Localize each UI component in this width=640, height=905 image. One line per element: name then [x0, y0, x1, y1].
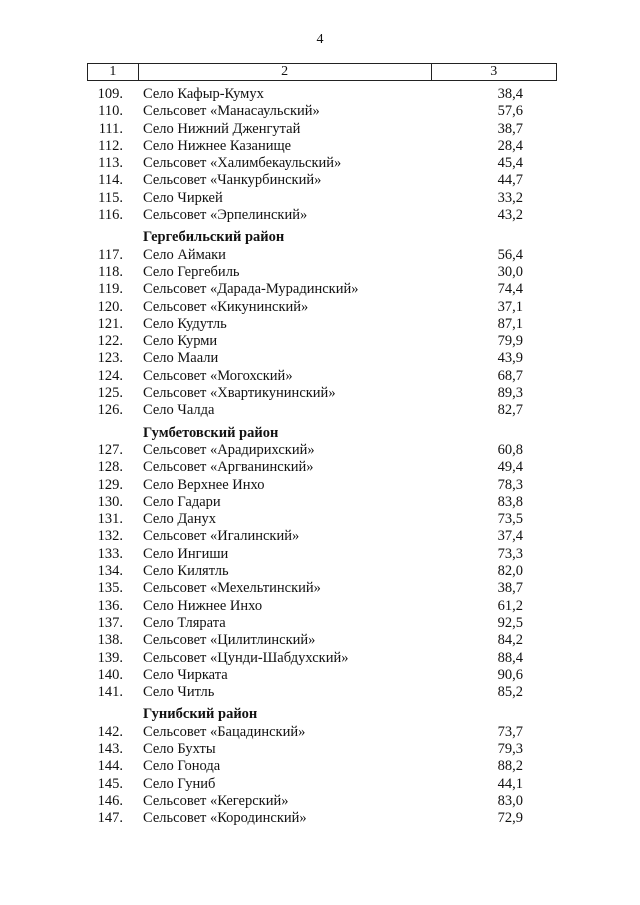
- row-number: 121.: [97, 315, 123, 332]
- table-row: [0, 207, 640, 224]
- settlement-value: 82,0: [497, 563, 523, 580]
- row-number: 126.: [97, 402, 123, 419]
- row-number: 123.: [97, 350, 123, 367]
- settlement-value: 83,0: [497, 792, 523, 809]
- settlement-name: Село Гергебиль: [143, 263, 240, 280]
- row-number: 120.: [97, 298, 123, 315]
- row-number: 124.: [97, 367, 123, 384]
- settlement-name: Село Верхнее Инхо: [143, 476, 265, 493]
- settlement-name: Сельсовет «Арадирихский»: [143, 441, 315, 458]
- district-heading: [0, 706, 640, 723]
- row-number: 110.: [98, 103, 123, 120]
- column-header-2: 2: [138, 64, 431, 81]
- settlement-name: Село Чирката: [143, 666, 228, 683]
- settlement-name: Сельсовет «Дарада-Мурадинский»: [143, 281, 359, 298]
- settlement-name: Село Бухты: [143, 740, 216, 757]
- row-number: 145.: [97, 775, 123, 792]
- settlement-name: Село Ингиши: [143, 545, 229, 562]
- settlement-name: Село Курми: [143, 333, 218, 350]
- settlement-value: 38,4: [497, 86, 523, 102]
- settlement-name: Сельсовет «Мехельтинский»: [143, 580, 321, 597]
- settlement-name: Село Кудутль: [143, 315, 227, 332]
- row-number: 134.: [97, 563, 123, 580]
- row-number: 119.: [98, 281, 123, 298]
- row-number: 127.: [97, 441, 123, 458]
- table-row: [0, 368, 640, 385]
- settlement-name: Сельсовет «Игалинский»: [143, 528, 300, 545]
- table-row: [0, 528, 640, 545]
- district-heading-text: Гумбетовский район: [143, 424, 279, 441]
- settlement-name: Село Кафыр-Кумух: [143, 86, 264, 102]
- table-row: [0, 598, 640, 615]
- settlement-value: 83,8: [497, 493, 523, 510]
- settlement-value: 60,8: [497, 441, 523, 458]
- row-number: 131.: [97, 511, 123, 528]
- settlement-value: 44,1: [497, 775, 523, 792]
- column-header-table: [87, 63, 557, 81]
- column-header-row: [88, 64, 557, 81]
- row-number: 122.: [97, 333, 123, 350]
- table-row: [0, 724, 640, 741]
- table-row: [0, 650, 640, 667]
- column-header-3: 3: [431, 64, 556, 81]
- settlement-value: 73,3: [497, 545, 523, 562]
- table-row: [0, 264, 640, 281]
- district-heading: [0, 425, 640, 442]
- settlement-name: Село Нижнее Инхо: [143, 597, 263, 614]
- settlement-name: Сельсовет «Кородинский»: [143, 810, 307, 827]
- row-number: 132.: [97, 528, 123, 545]
- settlement-value: 88,4: [497, 649, 523, 666]
- settlement-value: 56,4: [497, 246, 523, 263]
- settlement-name: Село Гуниб: [143, 775, 216, 792]
- table-row: [0, 546, 640, 563]
- settlement-name: Сельсовет «Манасаульский»: [143, 103, 320, 120]
- table-row: [0, 172, 640, 189]
- settlement-value: 79,9: [497, 333, 523, 350]
- table-row: [0, 138, 640, 155]
- row-number: 141.: [97, 684, 123, 701]
- settlement-name: Сельсовет «Аргванинский»: [143, 459, 314, 476]
- row-number: 117.: [98, 246, 123, 263]
- table-row: [0, 402, 640, 419]
- table-row: [0, 333, 640, 350]
- row-number: 135.: [97, 580, 123, 597]
- settlement-value: 85,2: [497, 684, 523, 701]
- settlement-value: 74,4: [497, 281, 523, 298]
- district-heading-text: Гунибский район: [143, 706, 258, 723]
- settlement-name: Сельсовет «Халимбекаульский»: [143, 155, 342, 172]
- settlement-value: 33,2: [497, 189, 523, 206]
- settlement-name: Сельсовет «Хвартикунинский»: [143, 385, 336, 402]
- table-row: [0, 632, 640, 649]
- row-number: 109.: [97, 86, 123, 102]
- table-row: [0, 442, 640, 459]
- settlement-name: Сельсовет «Чанкурбинский»: [143, 172, 322, 189]
- settlement-value: 61,2: [497, 597, 523, 614]
- table-row: [0, 563, 640, 580]
- settlement-name: Село Данух: [143, 511, 216, 528]
- page-number: 4: [316, 32, 324, 47]
- settlement-value: 30,0: [497, 263, 523, 280]
- row-number: 111.: [98, 120, 123, 137]
- settlement-value: 37,1: [497, 298, 523, 315]
- settlement-value: 73,5: [497, 511, 523, 528]
- settlement-value: 57,6: [497, 103, 523, 120]
- settlement-value: 72,9: [497, 810, 523, 827]
- table-row: [0, 477, 640, 494]
- settlement-name: Село Нижнее Казанище: [143, 137, 292, 154]
- settlement-name: Сельсовет «Бацадинский»: [143, 723, 306, 740]
- row-number: 136.: [97, 597, 123, 614]
- table-row: [0, 667, 640, 684]
- settlement-value: 44,7: [497, 172, 523, 189]
- table-row: [0, 299, 640, 316]
- row-number: 116.: [98, 207, 123, 224]
- row-number: 139.: [97, 649, 123, 666]
- settlement-value: 37,4: [497, 528, 523, 545]
- settlement-name: Село Килятль: [143, 563, 229, 580]
- settlement-name: Село Маали: [143, 350, 219, 367]
- table-row: [0, 758, 640, 775]
- table-row: [0, 776, 640, 793]
- settlement-value: 89,3: [497, 385, 523, 402]
- settlement-value: 28,4: [497, 137, 523, 154]
- settlement-name: Сельсовет «Кикунинский»: [143, 298, 309, 315]
- table-row: [0, 103, 640, 120]
- settlement-name: Село Гадари: [143, 493, 221, 510]
- row-number: 128.: [97, 459, 123, 476]
- table-row: [0, 741, 640, 758]
- settlement-value: 38,7: [497, 580, 523, 597]
- row-number: 112.: [98, 137, 123, 154]
- row-number: 115.: [98, 189, 123, 206]
- settlement-name: Сельсовет «Кегерский»: [143, 792, 289, 809]
- settlement-value: 38,7: [497, 120, 523, 137]
- settlement-list: [0, 86, 640, 827]
- row-number: 125.: [97, 385, 123, 402]
- table-row: [0, 511, 640, 528]
- settlement-value: 45,4: [497, 155, 523, 172]
- row-number: 143.: [97, 740, 123, 757]
- settlement-name: Сельсовет «Цунди-Шабдухский»: [143, 649, 349, 666]
- table-row: [0, 793, 640, 810]
- row-number: 142.: [97, 723, 123, 740]
- table-row: [0, 494, 640, 511]
- settlement-value: 68,7: [497, 367, 523, 384]
- district-heading-text: Гергебильский район: [143, 229, 285, 246]
- table-row: [0, 86, 640, 103]
- row-number: 137.: [97, 614, 123, 631]
- table-row: [0, 459, 640, 476]
- settlement-value: 92,5: [497, 614, 523, 631]
- settlement-name: Село Нижний Дженгутай: [143, 120, 301, 137]
- row-number: 138.: [97, 632, 123, 649]
- table-row: [0, 121, 640, 138]
- settlement-name: Сельсовет «Цилитлинский»: [143, 632, 316, 649]
- settlement-value: 87,1: [497, 315, 523, 332]
- settlement-value: 73,7: [497, 723, 523, 740]
- district-heading: [0, 229, 640, 246]
- settlement-name: Село Читль: [143, 684, 215, 701]
- row-number: 118.: [98, 263, 123, 280]
- table-row: [0, 316, 640, 333]
- settlement-name: Село Чиркей: [143, 189, 223, 206]
- settlement-value: 43,9: [497, 350, 523, 367]
- settlement-name: Село Чалда: [143, 402, 215, 419]
- row-number: 146.: [97, 792, 123, 809]
- table-row: [0, 247, 640, 264]
- settlement-name: Село Тлярата: [143, 614, 226, 631]
- column-header-1: 1: [88, 64, 139, 81]
- settlement-name: Село Аймаки: [143, 246, 226, 263]
- table-row: [0, 684, 640, 701]
- settlement-value: 90,6: [497, 666, 523, 683]
- table-row: [0, 615, 640, 632]
- row-number: 147.: [97, 810, 123, 827]
- settlement-name: Сельсовет «Эрпелинский»: [143, 207, 308, 224]
- settlement-value: 88,2: [497, 758, 523, 775]
- table-row: [0, 155, 640, 172]
- table-row: [0, 580, 640, 597]
- settlement-value: 82,7: [497, 402, 523, 419]
- row-number: 129.: [97, 476, 123, 493]
- row-number: 140.: [97, 666, 123, 683]
- table-row: [0, 281, 640, 298]
- settlement-value: 79,3: [497, 740, 523, 757]
- settlement-value: 43,2: [497, 207, 523, 224]
- table-row: [0, 350, 640, 367]
- row-number: 133.: [97, 545, 123, 562]
- settlement-name: Сельсовет «Могохский»: [143, 367, 293, 384]
- row-number: 114.: [98, 172, 123, 189]
- table-row: [0, 810, 640, 827]
- settlement-value: 78,3: [497, 476, 523, 493]
- row-number: 130.: [97, 493, 123, 510]
- settlement-value: 49,4: [497, 459, 523, 476]
- row-number: 113.: [98, 155, 123, 172]
- table-row: [0, 385, 640, 402]
- row-number: 144.: [97, 758, 123, 775]
- settlement-name: Село Гонода: [143, 758, 221, 775]
- table-row: [0, 190, 640, 207]
- settlement-value: 84,2: [497, 632, 523, 649]
